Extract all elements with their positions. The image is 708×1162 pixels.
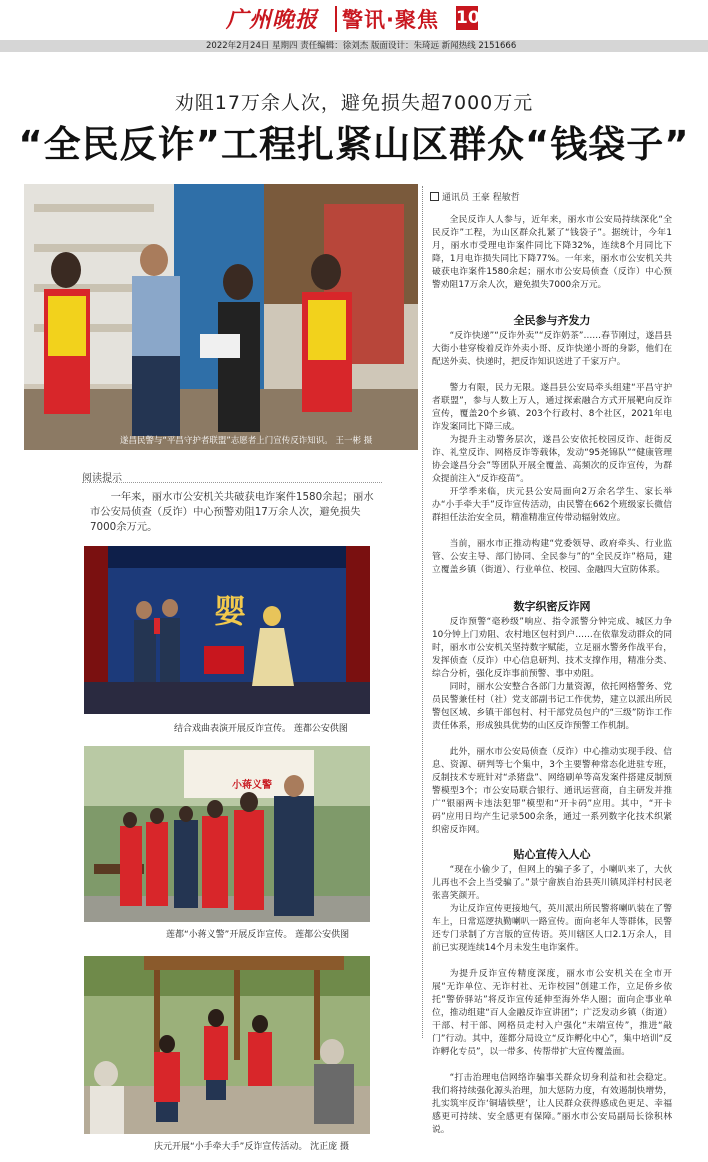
volunteer-banner-text: 小蒋义警 (232, 780, 272, 791)
volunteer-photo (84, 746, 370, 922)
students-photo-caption: 庆元开展“小手牵大手”反诈宣传活动。 沈正庞 摄 (154, 1142, 350, 1152)
info-bar-text: 2022年2月24日 星期四 责任编辑：徐刘杰 版面设计：朱琦远 新闻热线 2151666 (206, 41, 517, 51)
reading-tip-heading: 阅读提示 (82, 473, 122, 484)
opera-photo-caption: 结合戏曲表演开展反诈宣传。 莲都公安供图 (174, 724, 348, 734)
section2-paragraph-2: 同时，丽水公安整合各部门力量资源，依托网格警务、党员民警兼任村（社）党支部副书记工作优势，建立以派出所民警包区域、乡镇干部包村、村干部党员包户的“三级”防诈工作责任体系，形成独具优势的山区反诈预警工作机制。 (432, 682, 672, 731)
top-photo (24, 184, 418, 450)
top-photo-caption: 遂昌民警与“平昌守护者联盟”志愿者上门宣传反诈知识。 王一彬 摄 (120, 436, 373, 446)
info-bar (0, 40, 708, 52)
byline (430, 190, 520, 203)
byline-box-icon (430, 192, 439, 201)
intro-paragraph: 全民反诈人人参与，近年来，丽水市公安局持续深化“全民反诈”工程，为山区群众扎紧了“钱袋子”。据统计，今年1月，丽水市受理电诈案件同比下降32%，连续8个月同比下降，1月电诈损失同比下降77%。一年来，丽水市公安机关共破获电诈案件1580余起；丽水市公安局侦查（反诈）中心预警劝阻17万余人次，避免损失7000余万元。 (432, 215, 672, 290)
section-title-3: 贴心宣传入人心 (513, 848, 591, 861)
section3-paragraph-4: “打击治理电信网络诈骗事关群众切身利益和社会稳定。我们将持续强化源头治理，加大惩防力度，有效遏制快增势，扎实筑牢反诈‘铜墙铁壁’，让人民群众获得感成色更足、幸福感更可持续、安全感更有保障。”丽水市公安局副局长徐积林说。 (432, 1073, 672, 1135)
page-number: 10 (456, 8, 480, 28)
students-photo (84, 956, 370, 1134)
section1-paragraph-3: 为提升主动警务层次，遂昌公安依托校园反诈、赶街反诈、礼堂反诈、网格反诈等载体，发动“95尧锦队”“健康管理协会遂昌分会”等团队开展全覆盖、高频次的反诈宣传，为群众提前注入“反诈疫苗”。 (432, 435, 672, 484)
section1-paragraph-2: 警力有限，民力无限。遂昌县公安局牵头组建“平昌守护者联盟”，参与人数上万人，通过探索融合方式开展靶向反诈宣传，覆盖20个乡镇、203个行政村、8个社区，2021年电诈发案同比下降三成。 (432, 383, 672, 432)
byline-text: 通讯员 王豪 程敏哲 (442, 193, 520, 203)
opera-stage-sign: 婴 (214, 592, 247, 630)
section-name: 警讯·聚焦 (342, 8, 439, 32)
masthead (0, 0, 708, 36)
column-divider (422, 186, 423, 1038)
opera-photo (84, 546, 370, 714)
reading-tip-body: 一年来，丽水市公安机关共破获电诈案件1580余起；丽水市公安局侦查（反诈）中心预警劝阻17万余人次，避免损失7000余万元。 (90, 491, 374, 533)
masthead-divider (335, 6, 337, 32)
section3-paragraph-3: 为提升反诈宣传精度深度，丽水市公安机关在全市开展“无诈单位、无诈村社、无诈校园”创建工作，立足侨乡依托“警侨驿站”将反诈宣传延伸至海外华人圈；面向企事业单位，推动组建“百人金融反诈宣讲团”；广泛发动乡镇（街道）干部、村干部、网格员走村入户强化“末端宣传”，推进“敲门”行动。其中，莲都分局设立“反诈孵化中心”，集中培训“反诈孵化专员”，以一带多、传帮带扩大宣传覆盖面。 (432, 969, 672, 1057)
section2-paragraph-1: 反诈预警“毫秒级”响应、指令派警分钟完成、城区力争10分钟上门劝阻、农村地区包村到户……在依靠发动群众的同时，丽水市公安机关坚持数字赋能，立足丽水警务作战平台，发挥侦查（反诈）中心信息研判、技术支撑作用，精准分类、综合分析，强化反诈事前预警、事中劝阻。 (432, 617, 672, 679)
section2-paragraph-3: 此外，丽水市公安局侦查（反诈）中心推动实现手段、信息、资源、研判等七个集中，3个主要警种常态化进驻专班，反制技术专班针对“杀猪盘”、网络刷单等高发案件搭建反制预警模型3个；市公安局联合银行、通讯运营商，自主研发并推广“银丽两卡违法犯罪”模型和“开卡码”应用。其中，“开卡码”应用日均产生记录500余条，通过一系列数字化技术织紧织密反诈网。 (432, 747, 672, 835)
section1-paragraph-5: 当前，丽水市正推动构建“党委领导、政府牵头、行业监管、公安主导、部门协同、全民参与”的“全民反诈”格局，建立覆盖乡镇（街道）、行业单位、校园、金融四大宣防体系。 (432, 539, 672, 575)
headline-subtitle: 劝阻17万余人次，避免损失超7000万元 (174, 92, 534, 114)
section1-paragraph-1: “反诈快递”“反诈外卖”“反诈奶茶”……春节刚过，遂昌县大街小巷穿梭着反诈外卖小哥、反诈快递小哥的身影，他们在配送外卖、快递时，把反诈知识送进了千家万户。 (432, 331, 672, 367)
section3-paragraph-2: 为让反诈宣传更接地气，英川派出所民警将喇叭装在了警车上，日常巡逻执勤喇叭一路宣传。面向老年人等群体，民警还专门录制了方言版的宣传语。英川辖区人口2.1万余人，目前已实现连续14个月未发生电诈案件。 (432, 904, 672, 953)
section1-paragraph-4: 开学季来临，庆元县公安局面向2万余名学生、家长举办“小手牵大手”反诈宣传活动，由民警在662个班级家长微信群担任法治安全员，精准精准宣传带动辐射效应。 (432, 487, 672, 523)
headline-title: “全民反诈”工程扎紧山区群众“钱袋子” (18, 123, 690, 166)
newspaper-logo: 广州晚报 (226, 7, 319, 33)
section3-paragraph-1: “现在小偷少了，但网上的骗子多了，小喇叭来了，大伙儿再也不会上当受骗了。”景宁畲族自治县英川镇凤洋村村民老张喜笑颜开。 (432, 865, 672, 901)
section-title-2: 数字织密反诈网 (513, 600, 591, 613)
reading-tip-divider (82, 482, 382, 483)
volunteer-photo-caption: 莲都“小蒋义警”开展反诈宣传。 莲都公安供图 (166, 930, 350, 940)
section-title-1: 全民参与齐发力 (513, 314, 591, 327)
